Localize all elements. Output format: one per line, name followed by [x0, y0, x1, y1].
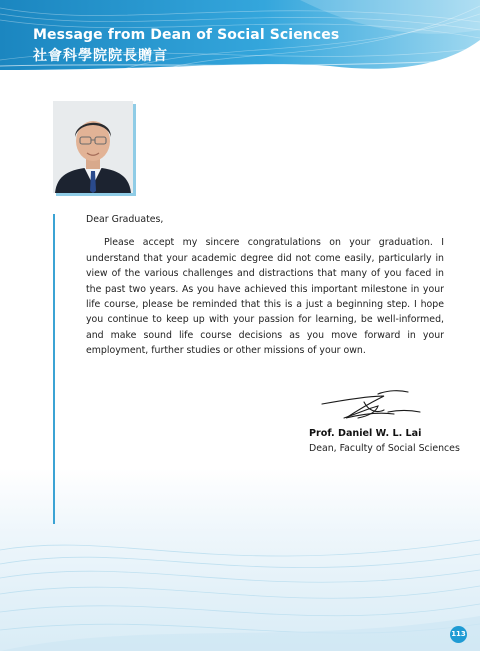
portrait-photo-icon	[53, 101, 133, 193]
signatory-name: Prof. Daniel W. L. Lai	[309, 428, 422, 439]
salutation: Dear Graduates,	[86, 214, 164, 225]
footer-wave-graphic	[0, 520, 480, 651]
page-title: Message from Dean of Social Sciences	[33, 27, 340, 43]
page-number-badge: 113	[450, 626, 467, 643]
header-banner	[0, 0, 480, 70]
accent-rule	[53, 214, 55, 524]
portrait-frame	[53, 101, 133, 193]
page-title-chinese: 社會科學院院長贈言	[33, 48, 168, 64]
signature-image	[318, 388, 426, 426]
letter-paragraph: Please accept my sincere congratulations on your graduation. I understand that your academic degree did not come easily, particularly in view of the various challenges and distractions that many of you faced in the past two years. As you have achieved this important milestone in your life course, please be reminded that this is a just a beginning step. I hope you continue to keep up with your passion for learning, be well-informed, and make sound life course decisions as you move forward in your employment, further studies or other missions of your own.	[86, 237, 444, 357]
signatory-title: Dean, Faculty of Social Sciences	[309, 443, 460, 454]
portrait-photo	[53, 101, 133, 193]
letter-body	[86, 212, 444, 359]
